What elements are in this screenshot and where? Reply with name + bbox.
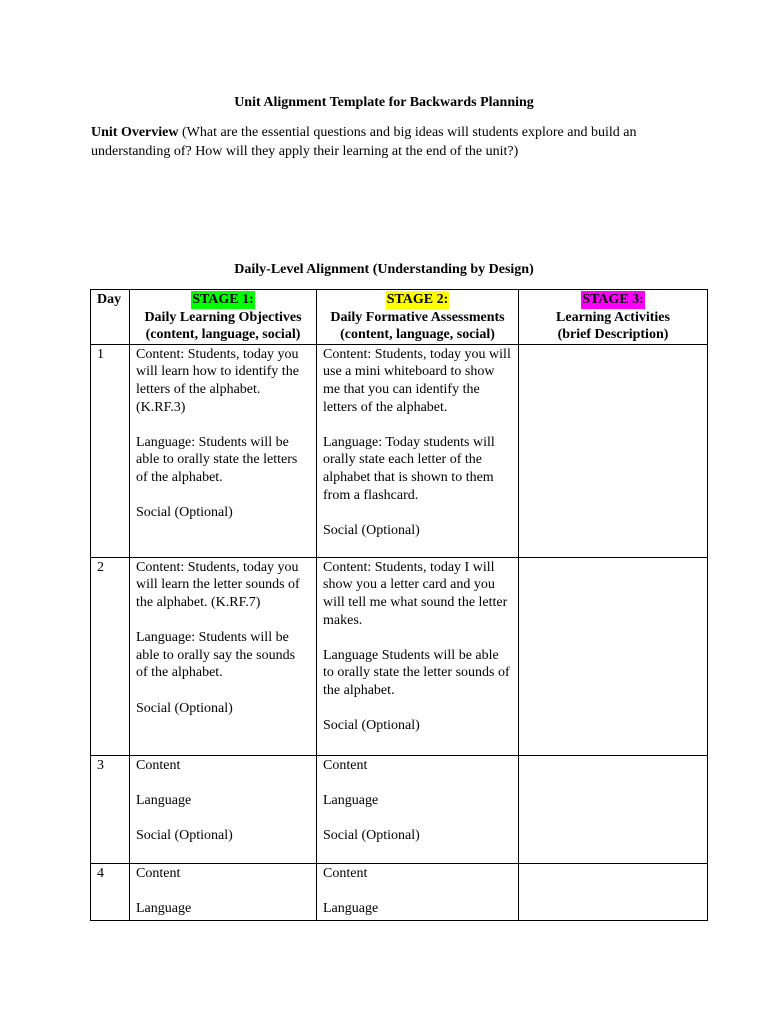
stage1-line1: Daily Learning Objectives xyxy=(144,309,302,325)
day-cell: 2 xyxy=(91,557,130,755)
assessments-cell xyxy=(317,557,519,755)
header-day: Day xyxy=(91,290,130,345)
objective-content: Content xyxy=(136,865,181,881)
stage3-line2: (brief Description) xyxy=(557,327,669,343)
objective-content: Content: Students, today you will learn the letter sounds of the alphabet. (K.RF.7) xyxy=(136,559,300,610)
alignment-table xyxy=(90,289,708,921)
assessment-content: Content xyxy=(323,865,368,881)
objective-content: Content xyxy=(136,757,181,773)
assessments-cell xyxy=(317,344,519,557)
table-row xyxy=(91,755,708,863)
objectives-cell xyxy=(130,344,317,557)
table-row xyxy=(91,344,708,557)
objectives-cell xyxy=(130,755,317,863)
activities-cell xyxy=(519,557,708,755)
stage3-label: STAGE 3: xyxy=(582,292,644,307)
objectives-cell xyxy=(130,863,317,920)
objective-social: Social (Optional) xyxy=(136,828,233,844)
assessments-cell xyxy=(317,863,519,920)
objective-content: Content: Students, today you will learn how to identify the letters of the alphabet. (K.RF.3) xyxy=(136,346,299,415)
stage2-line2: (content, language, social) xyxy=(340,327,495,343)
objective-social: Social (Optional) xyxy=(136,700,233,716)
assessment-social: Social (Optional) xyxy=(323,718,420,734)
activities-cell xyxy=(519,755,708,863)
objective-social: Social (Optional) xyxy=(136,505,233,521)
table-row xyxy=(91,557,708,755)
stage2-label: STAGE 2: xyxy=(386,292,449,307)
stage2-line1: Daily Formative Assessments xyxy=(330,309,505,325)
stage1-label: STAGE 1: xyxy=(192,292,254,307)
stage1-line2: (content, language, social) xyxy=(145,327,301,343)
document-title: Unit Alignment Template for Backwards Planning xyxy=(234,95,534,110)
table-header-row xyxy=(91,290,708,345)
table-heading: Daily-Level Alignment (Understanding by Design) xyxy=(234,262,534,277)
objectives-cell xyxy=(130,557,317,755)
assessment-language: Language xyxy=(323,792,379,808)
objective-language: Language xyxy=(136,792,192,808)
assessment-content: Content xyxy=(323,757,368,773)
assessment-content: Content: Students, today you will use a mini whiteboard to show me that you can identify the letters of the alphabet. xyxy=(323,346,511,415)
assessment-language: Language Students will be able to orally state the letter sounds of the alphabet. xyxy=(323,647,510,698)
activities-cell xyxy=(519,863,708,920)
objective-language: Language: Students will be able to orally say the sounds of the alphabet. xyxy=(136,630,296,681)
objective-language: Language xyxy=(136,900,192,916)
assessment-social: Social (Optional) xyxy=(323,522,420,538)
header-stage2 xyxy=(317,290,519,345)
assessment-content: Content: Students, today I will show you a letter card and you will tell me what sound the letter makes. xyxy=(323,559,508,628)
header-stage3 xyxy=(519,290,708,345)
objective-language: Language: Students will be able to orally state the letters of the alphabet. xyxy=(136,434,298,485)
header-stage1 xyxy=(130,290,317,345)
activities-cell xyxy=(519,344,708,557)
day-cell: 3 xyxy=(91,755,130,863)
unit-overview xyxy=(91,123,706,161)
assessments-cell xyxy=(317,755,519,863)
assessment-language: Language: Today students will orally state each letter of the alphabet that is shown to them from a flashcard. xyxy=(323,434,495,503)
unit-overview-label: Unit Overview xyxy=(91,125,179,140)
stage3-line1: Learning Activities xyxy=(556,309,670,325)
assessment-language: Language xyxy=(323,900,379,916)
day-cell: 1 xyxy=(91,344,130,557)
unit-overview-text: (What are the essential questions and big ideas will students explore and build an understanding of? How will they apply their learning at the end of the unit?) xyxy=(91,125,637,159)
day-cell: 4 xyxy=(91,863,130,920)
assessment-social: Social (Optional) xyxy=(323,828,420,844)
table-row xyxy=(91,863,708,920)
